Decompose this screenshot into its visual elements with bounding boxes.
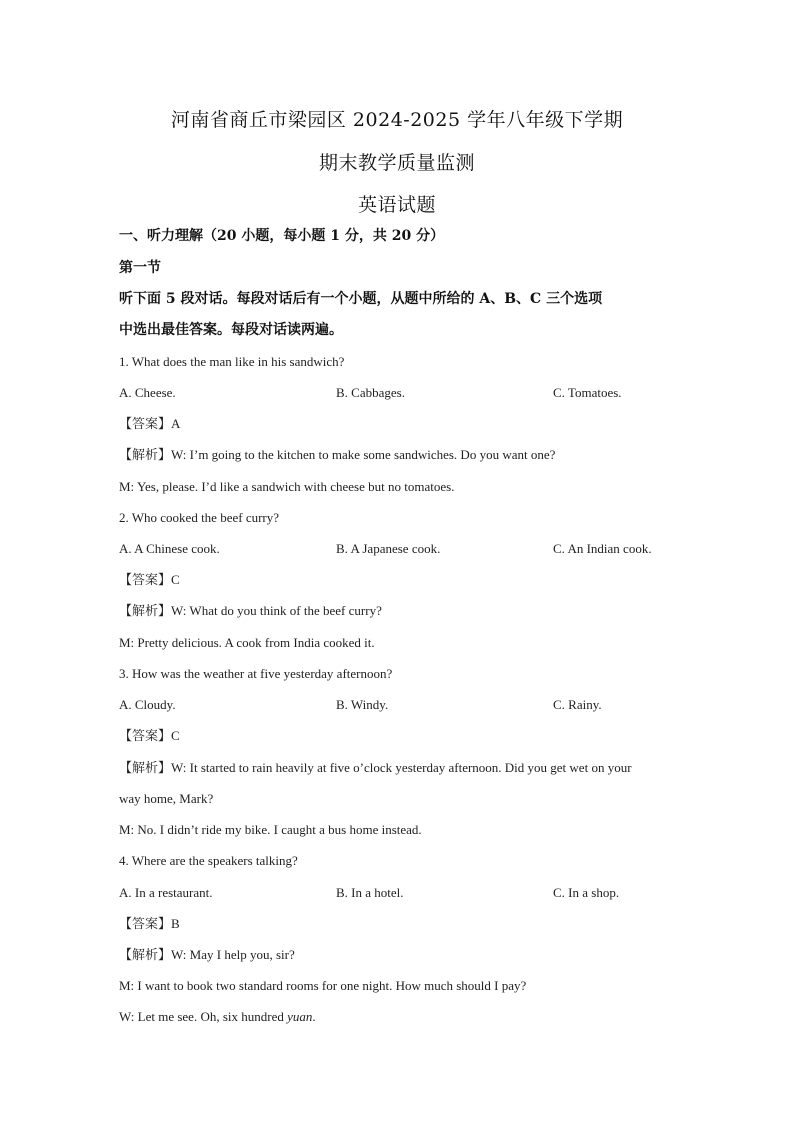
answer-label: 【答案】: [119, 417, 172, 432]
question-3-option-b: B. Windy.: [336, 697, 389, 712]
question-3-analysis-2: way home, Mark?: [119, 791, 214, 806]
question-3-analysis-3: M: No. I didn’t ride my bike. I caught a bus home instead.: [119, 822, 422, 837]
analysis-text-end: .: [312, 1009, 316, 1024]
analysis-label: 【解析】: [119, 948, 172, 963]
answer-value: C: [171, 728, 180, 743]
question-1-option-c: C. Tomatoes.: [553, 385, 622, 400]
analysis-label: 【解析】: [119, 448, 172, 463]
question-2-analysis-2: M: Pretty delicious. A cook from India cooked it.: [119, 635, 375, 650]
currency-word: yuan: [287, 1009, 313, 1024]
question-3-analysis-1: [119, 760, 632, 777]
analysis-text: W: May I help you, sir?: [171, 947, 295, 962]
analysis-label: 【解析】: [119, 604, 172, 619]
question-3-option-c: C. Rainy.: [553, 697, 602, 712]
analysis-text: W: Let me see. Oh, six hundred: [119, 1009, 288, 1024]
exam-title-line-3: 英语试题: [357, 194, 436, 216]
answer-label: 【答案】: [119, 573, 172, 588]
question-4-option-c: C. In a shop.: [553, 885, 620, 900]
answer-value: C: [171, 572, 180, 587]
question-2-option-c: C. An Indian cook.: [553, 541, 652, 556]
section-heading: 一、听力理解（20 小题，每小题 1 分，共 20 分）: [119, 228, 445, 244]
question-4-answer: [119, 916, 180, 933]
part-heading: 第一节: [119, 260, 161, 276]
analysis-text: W: What do you think of the beef curry?: [171, 603, 382, 618]
analysis-text: W: It started to rain heavily at five o’clock yesterday afternoon. Did you get wet on your: [171, 760, 632, 775]
answer-label: 【答案】: [119, 917, 172, 932]
answer-value: B: [171, 916, 180, 931]
question-4-option-b: B. In a hotel.: [336, 885, 404, 900]
question-1-analysis-1: [119, 447, 555, 464]
question-4-analysis-3: [119, 1009, 316, 1025]
question-3: 3. How was the weather at five yesterday afternoon?: [119, 666, 393, 681]
instructions-line-2: 中选出最佳答案。每段对话读两遍。: [119, 322, 343, 338]
question-4-analysis-1: [119, 947, 295, 964]
instructions-line-1: 听下面 5 段对话。每段对话后有一个小题，从题中所给的 A、B、C 三个选项: [119, 291, 603, 307]
question-4-analysis-2: M: I want to book two standard rooms for one night. How much should I pay?: [119, 978, 527, 993]
answer-value: A: [171, 416, 181, 431]
exam-title-line-2: 期末教学质量监测: [318, 152, 475, 174]
question-2: 2. Who cooked the beef curry?: [119, 510, 280, 525]
answer-label: 【答案】: [119, 729, 172, 744]
question-2-option-a: A. A Chinese cook.: [119, 541, 220, 556]
question-1-analysis-2: M: Yes, please. I’d like a sandwich with cheese but no tomatoes.: [119, 479, 455, 494]
exam-title-line-1: 河南省商丘市梁园区 2024-2025 学年八年级下学期: [170, 109, 624, 131]
question-3-answer: [119, 728, 180, 745]
question-1: 1. What does the man like in his sandwich?: [119, 354, 345, 369]
question-4: 4. Where are the speakers talking?: [119, 853, 298, 868]
analysis-text: W: I’m going to the kitchen to make some sandwiches. Do you want one?: [171, 447, 556, 462]
question-2-option-b: B. A Japanese cook.: [336, 541, 441, 556]
question-4-option-a: A. In a restaurant.: [119, 885, 213, 900]
question-1-option-b: B. Cabbages.: [336, 385, 405, 400]
analysis-label: 【解析】: [119, 761, 172, 776]
question-2-answer: [119, 572, 180, 589]
question-3-option-a: A. Cloudy.: [119, 697, 176, 712]
question-1-answer: [119, 416, 180, 433]
question-1-option-a: A. Cheese.: [119, 385, 176, 400]
question-2-analysis-1: [119, 603, 382, 620]
